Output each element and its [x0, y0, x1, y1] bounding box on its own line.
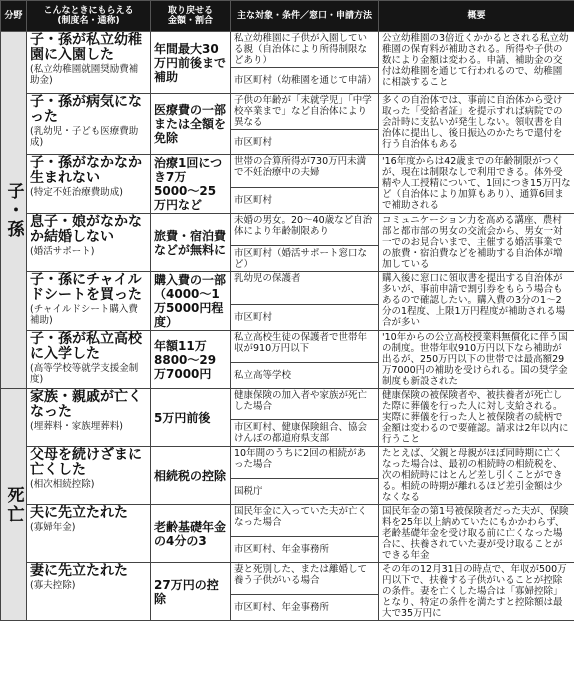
table-row	[1, 32, 574, 68]
program-cell	[27, 505, 151, 563]
office-cell: 国税庁	[231, 479, 379, 505]
header-row	[1, 1, 574, 32]
summary-cell: '10年からの公立高校授業料無償化に伴う国の制度。世帯年収910万円以下なら補助が出るが、250万円以下の世帯では最高額29万7000円の補助を受けられる。国の奨学金制度も新設された	[379, 331, 574, 389]
amount-cell: 5万円前後	[151, 389, 231, 447]
program-title: 妻に先立たれた	[30, 563, 128, 579]
office-cell: 市区町村	[231, 304, 379, 330]
amount-cell: 年額11万8800〜29万7000円	[151, 331, 231, 389]
program-cell	[27, 447, 151, 505]
office-cell: 市区町村（婚活サポート窓口など）	[231, 246, 379, 272]
program-title: 子・孫が私立幼稚園に入園した	[30, 32, 142, 63]
program-name: (相次相続控除)	[30, 479, 95, 490]
header-gaiyo: 概要	[379, 1, 574, 32]
header-bunya: 分野	[1, 1, 27, 32]
program-name: (特定不妊治療費助成)	[30, 187, 123, 198]
program-cell	[27, 214, 151, 272]
eligibility-cell: 私立高校生徒の保護者で世帯年収が910万円以下	[231, 331, 379, 363]
program-name: (寡婦年金)	[30, 522, 76, 533]
eligibility-cell: 子供の年齢が「未就学児」「中学校卒業まで」など自治体により異なる	[231, 94, 379, 130]
program-title: 父母を続けざまに亡くした	[30, 447, 142, 478]
header-taisho: 主な対象・条件／窓口・申請方法	[231, 1, 379, 32]
program-title: 子・孫が私立高校に入学した	[30, 331, 142, 362]
summary-cell: たとえば、父親と母親がほぼ同時期に亡くなった場合は、最初の相続時の相続税を、次の相続時にはとんど差し引くことができる。相続の時期が離れるほど差引金額は少なくなる	[379, 447, 574, 505]
program-cell	[27, 331, 151, 389]
summary-cell: 健康保険の被保険者や、被扶養者が死亡した際に葬儀を行った人に対し支給される。実際に葬儀を行った人と被保険者の続柄で金額は変わるので要確認。請求は2年以内に行うこと	[379, 389, 574, 447]
program-title: 子・孫が病気になった	[30, 94, 142, 125]
office-cell: 市区町村、年金事務所	[231, 537, 379, 563]
office-cell: 市区町村、年金事務所	[231, 595, 379, 621]
program-cell	[27, 389, 151, 447]
program-title: 息子・娘がなかなか結婚しない	[30, 214, 142, 245]
program-cell	[27, 563, 151, 621]
amount-cell: 購入費の一部（4000〜1万5000円程度）	[151, 272, 231, 331]
program-name: (高等学校等就学支援金制度)	[30, 363, 139, 385]
table-row	[1, 94, 574, 130]
section-label-text: 死亡	[3, 485, 24, 524]
program-name: (私立幼稚園就園奨励費補助金)	[30, 64, 139, 86]
program-title: 夫に先立たれた	[30, 505, 128, 521]
table-row	[1, 389, 574, 420]
amount-cell: 医療費の一部または全額を免除	[151, 94, 231, 155]
eligibility-cell: 国民年金に入っていた夫が亡くなった場合	[231, 505, 379, 537]
summary-cell: その年の12月31日の時点で、年収が500万円以下で、扶養する子供がいることが控除の条件。妻を亡くした場合は「寡婦控除」となり、特定の条件を満たすと控除額は最大で35万円に	[379, 563, 574, 621]
program-title: 子・孫がなかなか生まれない	[30, 155, 142, 186]
table-row	[1, 505, 574, 537]
eligibility-cell: 10年間のうちに2回の相続があった場合	[231, 447, 379, 479]
program-cell	[27, 272, 151, 331]
section-label	[1, 389, 27, 621]
program-name: (チャイルドシート購入費補助)	[30, 304, 138, 326]
summary-cell: コミュニケーション力を高める講座、農村部と都市部の男女の交流会から、男女一対一でのお見合いまで、主催する婚活事業での旅費・宿泊費などを補助する自治体が増加している	[379, 214, 574, 272]
office-cell: 市区町村	[231, 130, 379, 155]
table-row	[1, 272, 574, 305]
table-row	[1, 447, 574, 479]
office-cell: 私立高等学校	[231, 363, 379, 389]
program-title: 家族・親戚が亡くなった	[30, 389, 142, 420]
program-cell	[27, 94, 151, 155]
program-name: (寡夫控除)	[30, 580, 76, 591]
table-row	[1, 155, 574, 188]
summary-cell: 多くの自治体では、事前に自治体から受け取った「受給者証」を提示すれば病院での会計時に支払いが発生しない。領収書を自治体に提出し、後日振込のかたちで還付を行う自治体もある	[379, 94, 574, 155]
table-row	[1, 331, 574, 363]
program-title: 子・孫にチャイルドシートを買った	[30, 272, 142, 303]
eligibility-cell: 世帯の合算所得が730万円未満で不妊治療中の夫婦	[231, 155, 379, 188]
eligibility-cell: 未婚の男女。20〜40歳など自治体により年齢制限あり	[231, 214, 379, 246]
section-label	[1, 32, 27, 389]
eligibility-cell: 健康保険の加入者や家族が死亡した場合	[231, 389, 379, 420]
table-row	[1, 214, 574, 246]
summary-cell: 国民年金の第1号被保険者だった夫が、保険料を25年以上納めていたにもかかわらず、老齢基礎年金を受け取る前に亡くなった場合に、扶養されていた妻が受け取ることができる年金	[379, 505, 574, 563]
amount-cell: 27万円の控除	[151, 563, 231, 621]
header-kingaku: 取り戻せる 金額・割合	[151, 1, 231, 32]
office-cell: 市区町村、健康保険組合、協会けんぽの都道府県支部	[231, 419, 379, 446]
eligibility-cell: 妻と死別した、または離婚して養う子供がいる場合	[231, 563, 379, 595]
program-name: (埋葬料・家族埋葬料)	[30, 421, 123, 432]
office-cell: 市区町村	[231, 187, 379, 213]
amount-cell: 年間最大30万円前後まで補助	[151, 32, 231, 94]
amount-cell: 治療1回につき7万5000〜25万円など	[151, 155, 231, 214]
table-row	[1, 563, 574, 595]
amount-cell: 旅費・宿泊費などが無料に	[151, 214, 231, 272]
program-name: (婚活サポート)	[30, 246, 95, 257]
amount-cell: 相続税の控除	[151, 447, 231, 505]
program-name: (乳幼児・子ども医療費助成)	[30, 126, 139, 148]
amount-cell: 老齢基礎年金の4分の3	[151, 505, 231, 563]
summary-cell: 購入後に窓口に領収書を提出する自治体が多いが、事前申請で割引券をもらう場合もあるので確認したい。購入費の3分の1〜2分の1程度、上限1万円程度が補助される場合が多い	[379, 272, 574, 331]
header-seido: こんなときにもらえる (制度名・通称)	[27, 1, 151, 32]
office-cell: 市区町村（幼稚園を通じて申請）	[231, 68, 379, 94]
summary-cell: 公立幼稚園の3倍近くかかるとされる私立幼稚園の保育料が補助される。所得や子供の数により金額は変わる。申請、補助金の交付は幼稚園を通じて行われるので、幼稚園に相談すること	[379, 32, 574, 94]
eligibility-cell: 私立幼稚園に子供が入園している親（自治体により所得制限などあり）	[231, 32, 379, 68]
summary-cell: '16年度からは42歳までの年齢制限がつくが、現在は制限なしで利用できる。体外受精や人工授精について、1回につき15万円など（自治体により加算もあり）、通算6回まで補助される	[379, 155, 574, 214]
program-cell	[27, 155, 151, 214]
program-cell	[27, 32, 151, 94]
section-label-text: 子・孫	[3, 181, 24, 239]
eligibility-cell: 乳幼児の保護者	[231, 272, 379, 305]
